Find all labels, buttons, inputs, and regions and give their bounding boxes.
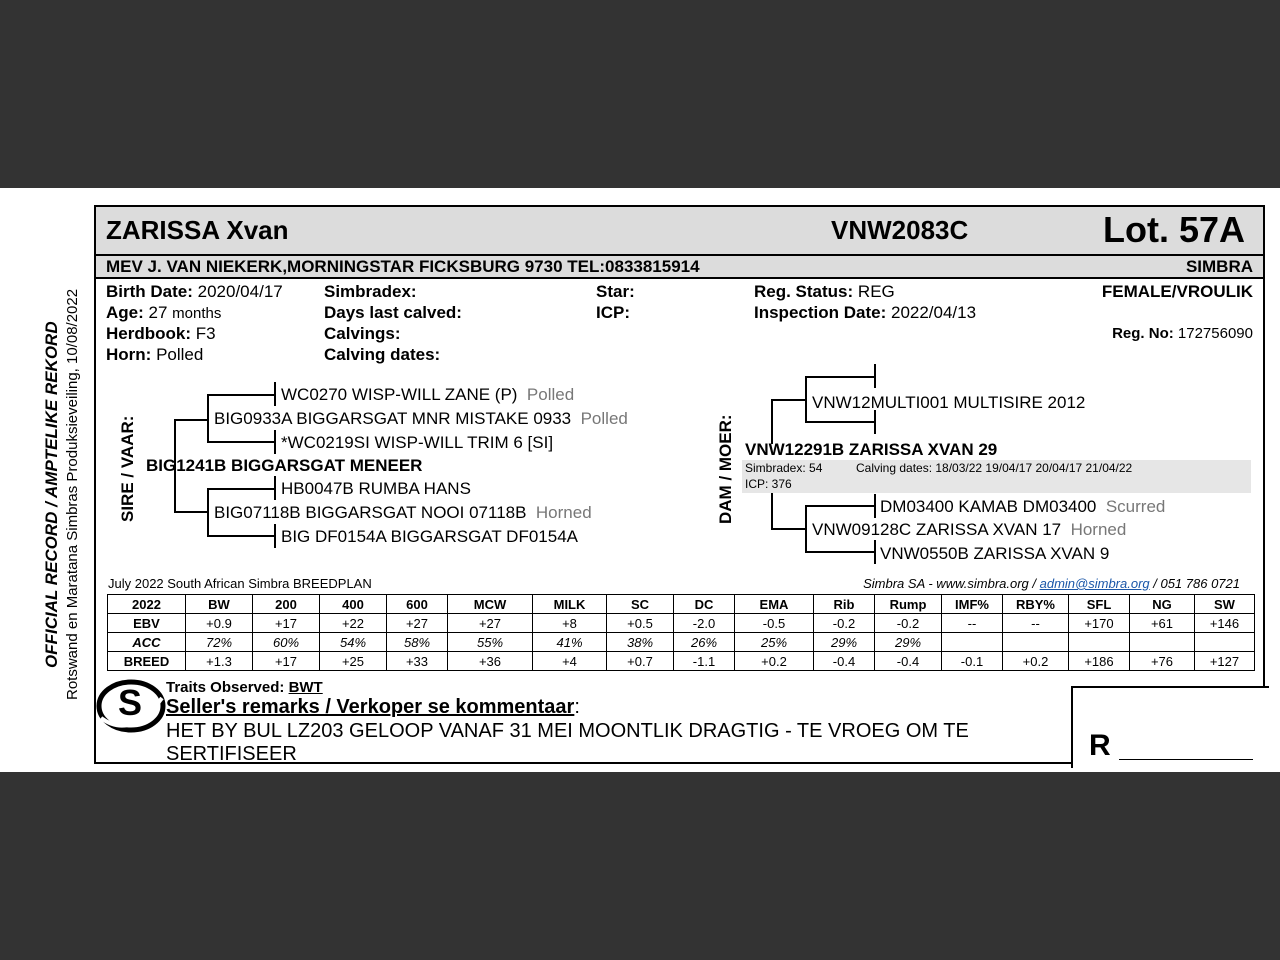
header-cell: 400 [320,595,387,614]
auction-label: Rotswand en Maratana Simbras Produksieveiling, 10/08/2022 [64,288,81,700]
table-cell [1195,633,1255,652]
table-cell: +0.7 [607,652,674,671]
sire-label: SIRE / VAAR: [118,415,137,522]
logo-letter: S [118,682,143,723]
table-cell: 72% [186,633,253,652]
table-cell: +127 [1195,652,1255,671]
calvings-label: Calvings: [324,324,401,343]
breedplan-caption: July 2022 South African Simbra BREEDPLAN [108,576,372,591]
header-cell: BW [186,595,253,614]
table-cell: 41% [533,633,607,652]
days-last-calved-label: Days last calved: [324,303,462,322]
horn: Horn: Polled [106,345,204,364]
table-cell: BREED [108,652,186,671]
admin-email-link[interactable]: admin@simbra.org [1039,576,1150,591]
header-cell: MCW [448,595,533,614]
table-cell: -0.5 [735,614,814,633]
table-cell: -2.0 [674,614,735,633]
table-cell: +25 [320,652,387,671]
breedplan-table [107,594,1255,671]
dam-dam-sire: DM03400 KAMAB DM03400 Scurred [880,497,1166,516]
header-cell: 200 [253,595,320,614]
table-cell: EBV [108,614,186,633]
icp-label: ICP: [596,303,630,322]
table-cell [1130,633,1195,652]
table-cell: +0.9 [186,614,253,633]
table-cell: +146 [1195,614,1255,633]
table-cell: +76 [1130,652,1195,671]
simbradex-label: Simbradex: [324,282,417,301]
table-cell: +17 [253,652,320,671]
dam-dam: VNW09128C ZARISSA XVAN 17 Horned [812,520,1127,539]
header-cell: SC [607,595,674,614]
header-cell: DC [674,595,735,614]
sex-label: FEMALE/VROULIK [1101,282,1253,301]
calving-dates-label: Calving dates: [324,345,441,364]
table-cell: -- [942,614,1003,633]
owner-info: MEV J. VAN NIEKERK,MORNINGSTAR FICKSBURG 9730 TEL:0833815914 [106,257,700,276]
lot-number: Lot. 57A [1103,209,1246,250]
table-cell: -0.4 [875,652,942,671]
table-cell: ACC [108,633,186,652]
table-cell: +0.2 [1003,652,1069,671]
remarks-line-1: HET BY BUL LZ203 GELOOP VANAF 31 MEI MOONTLIK DRAGTIG - TE VROEG OM TE [166,720,969,742]
table-cell: -0.4 [814,652,875,671]
animal-id: VNW2083C [831,215,969,245]
acc-row [108,633,1255,652]
breed-label: SIMBRA [1185,257,1253,276]
breed-row [108,652,1255,671]
simbra-contact: Simbra SA - www.simbra.org / admin@simbra.org / 051 786 0721 [863,576,1240,591]
ebv-row [108,614,1255,633]
table-header-row [108,595,1255,614]
reg-status: Reg. Status: REG [754,282,895,301]
table-cell: 29% [875,633,942,652]
age: Age: 27 months [106,303,222,322]
table-cell: +61 [1130,614,1195,633]
table-cell: +27 [448,614,533,633]
header-cell: MILK [533,595,607,614]
simbra-logo [96,678,166,734]
table-cell [1003,633,1069,652]
dam-simbradex: Simbradex: 54 [745,461,823,475]
table-cell: 29% [814,633,875,652]
table-cell: -0.2 [875,614,942,633]
dam-label: DAM / MOER: [716,414,735,524]
table-cell: 60% [253,633,320,652]
herdbook: Herdbook: F3 [106,324,216,343]
table-cell: 54% [320,633,387,652]
sire: BIG1241B BIGGARSGAT MENEER [146,456,423,475]
price-signature-line [1119,759,1253,760]
table-cell: +36 [448,652,533,671]
star-label: Star: [596,282,635,301]
dam-icp: ICP: 376 [745,477,792,491]
official-record-label: OFFICIAL RECORD / AMPTELIKE REKORD [42,321,61,668]
header-cell: SW [1195,595,1255,614]
sire-sire-dam: *WC0219SI WISP-WILL TRIM 6 [SI] [281,433,554,452]
header-cell: Rump [875,595,942,614]
table-cell: +8 [533,614,607,633]
dam-calving-dates: Calving dates: 18/03/22 19/04/17 20/04/17 21/04/22 [856,461,1133,475]
dam: VNW12291B ZARISSA XVAN 29 [745,440,998,459]
header-cell: RBY% [1003,595,1069,614]
catalogue-sheet [0,188,1280,772]
table-cell: +170 [1069,614,1130,633]
dam-sire: VNW12MULTI001 MULTISIRE 2012 [812,393,1086,412]
sire-sire-sire: WC0270 WISP-WILL ZANE (P) Polled [281,385,575,404]
header-cell: EMA [735,595,814,614]
table-cell: +17 [253,614,320,633]
table-cell: 25% [735,633,814,652]
table-cell: +1.3 [186,652,253,671]
table-cell: 55% [448,633,533,652]
table-cell: +186 [1069,652,1130,671]
sellers-remarks-heading: Seller's remarks / Verkoper se kommentaar: [166,696,580,718]
animal-name: ZARISSA Xvan [106,215,289,245]
header-cell: SFL [1069,595,1130,614]
table-cell: 26% [674,633,735,652]
inspection-date: Inspection Date: 2022/04/13 [754,303,977,322]
header-cell: Rib [814,595,875,614]
sire-sire: BIG0933A BIGGARSGAT MNR MISTAKE 0933 Polled [214,409,628,428]
reg-number: Reg. No: 172756090 [1112,325,1253,342]
table-cell [1069,633,1130,652]
header-cell: IMF% [942,595,1003,614]
remarks-line-2: SERTIFISEER [166,743,297,765]
table-cell: -1.1 [674,652,735,671]
table-cell: +0.5 [607,614,674,633]
header-cell: 600 [387,595,448,614]
table-cell: +4 [533,652,607,671]
sire-dam-sire: HB0047B RUMBA HANS [281,479,471,498]
sire-dam-dam: BIG DF0154A BIGGARSGAT DF0154A [281,527,578,546]
sire-dam: BIG07118B BIGGARSGAT NOOI 07118B Horned [214,503,592,522]
table-cell [942,633,1003,652]
table-cell: +0.2 [735,652,814,671]
table-cell: 58% [387,633,448,652]
header-cell: 2022 [108,595,186,614]
table-cell: -- [1003,614,1069,633]
dam-dam-dam: VNW0550B ZARISSA XVAN 9 [880,544,1110,563]
table-cell: 38% [607,633,674,652]
table-cell: +27 [387,614,448,633]
birth-date: Birth Date: 2020/04/17 [106,282,283,301]
table-cell: +22 [320,614,387,633]
traits-observed: Traits Observed: BWT [166,679,323,696]
table-cell: +33 [387,652,448,671]
header-cell: NG [1130,595,1195,614]
table-cell: -0.2 [814,614,875,633]
table-cell: -0.1 [942,652,1003,671]
price-label: R [1089,729,1111,762]
